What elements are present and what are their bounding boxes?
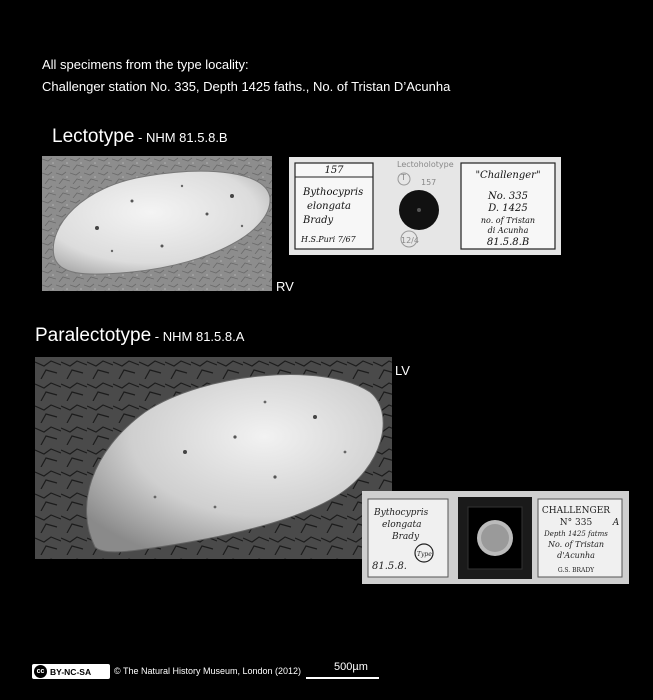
lecto-slide-right-1: No. 335 (487, 191, 529, 202)
license-text: BY-NC-SA (50, 666, 92, 677)
copyright-text: © The Natural History Museum, London (2012) (114, 666, 302, 676)
paralectotype-specimen-image (35, 357, 392, 559)
lecto-slide-right-4: di Acunha (487, 226, 529, 235)
paralectotype-title (35, 325, 244, 347)
para-slide-left-4: Type (417, 551, 432, 558)
lectotype-title (52, 126, 228, 148)
para-slide-left-0: Bythocypris (374, 508, 429, 518)
paralectotype-name: Paralectotype (35, 325, 152, 346)
cc-icon: cc (34, 665, 47, 678)
lecto-slide-left-3: Brady (303, 215, 334, 226)
scale-bar-label: 500µm (334, 661, 368, 673)
lectotype-specimen-image (42, 156, 272, 291)
para-slide-left-1: elongata (382, 520, 422, 530)
para-slide-right-5: G.S. BRADY (557, 567, 595, 574)
license-badge (32, 664, 110, 679)
lectotype-slide-image (289, 157, 561, 255)
lecto-slide-mid-3: 12/4 (401, 236, 419, 245)
lecto-slide-left-2: elongata (307, 201, 351, 212)
para-slide-left-2: Brady (392, 532, 420, 542)
scale-bar (306, 677, 379, 679)
para-slide-right-2: Depth 1425 fatms (544, 530, 608, 538)
lecto-slide-mid-2: T (401, 173, 406, 182)
lecto-slide-right-0: "Challenger" (475, 170, 541, 181)
lectotype-name: Lectotype (52, 126, 135, 147)
lecto-slide-left-0: 157 (324, 165, 344, 176)
paralectotype-slide-image (362, 491, 629, 584)
lectotype-catalog: - NHM 81.5.8.B (134, 130, 228, 145)
para-slide-left-3: 81.5.8. (372, 561, 407, 572)
lecto-slide-right-5: 81.5.8.B (486, 237, 530, 248)
header-line-1: All specimens from the type locality: (42, 57, 249, 72)
lecto-slide-mid-1: 157 (421, 178, 437, 187)
para-slide-right-4: d'Acunha (557, 551, 595, 560)
header-line-2: Challenger station No. 335, Depth 1425 faths., No. of Tristan D’Acunha (42, 79, 451, 94)
para-slide-right-0: CHALLENGER (541, 506, 611, 516)
para-slide-right-1: N° 335 (559, 518, 593, 528)
lecto-slide-left-4: H.S.Puri 7/67 (301, 235, 356, 244)
lectotype-view-label: RV (276, 279, 294, 294)
lecto-slide-right-2: D. 1425 (488, 203, 528, 214)
paralectotype-view-label: LV (395, 363, 410, 378)
para-slide-right-6: A (612, 518, 620, 528)
lecto-slide-mid-0: Lectoholotype (397, 160, 454, 169)
paralectotype-catalog: - NHM 81.5.8.A (151, 329, 245, 344)
para-slide-right-3: No. of Tristan (547, 540, 605, 549)
lecto-slide-left-1: Bythocypris (303, 187, 364, 198)
lecto-slide-right-3: no. of Tristan (480, 216, 536, 225)
